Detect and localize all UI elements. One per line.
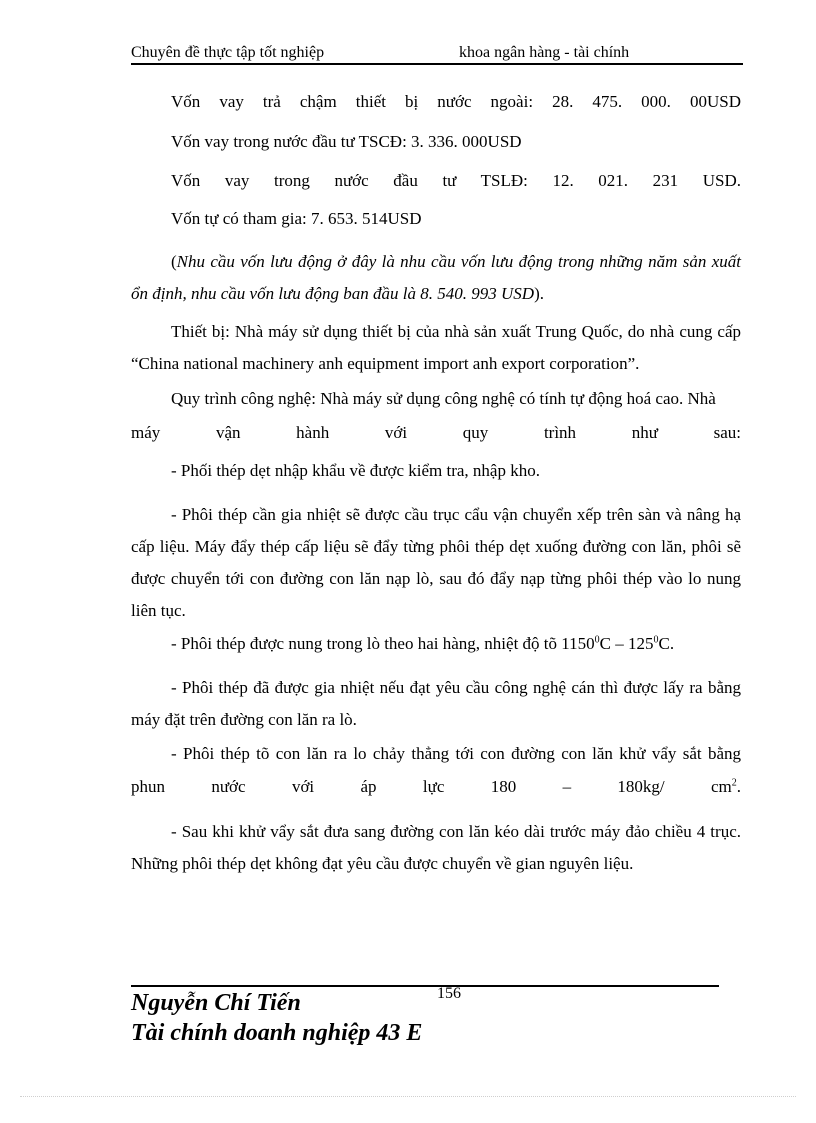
footer-rule: [131, 985, 719, 987]
header-rule: [131, 63, 743, 65]
note-open: (: [171, 252, 177, 271]
step-5-sup: 2: [731, 777, 737, 789]
capital-note: [131, 246, 741, 310]
note-text: Nhu cầu vốn lưu động ở đây là nhu cầu vốn lưu động trong những năm sản xuất ổn định, nhu cầu vốn lưu động ban đầu là 8. 540. 993 USD: [131, 252, 741, 303]
page-number: 156: [437, 985, 461, 1002]
equity-line: Vốn tự có tham gia: 7. 653. 514USD: [171, 209, 422, 228]
page-break-divider: [20, 1096, 796, 1097]
step-5-end: .: [736, 777, 741, 796]
step-3: [131, 633, 741, 655]
step-3-mid: C – 125: [599, 634, 654, 653]
step-3-end: C.: [658, 634, 675, 653]
step-5-line-1: - Phôi thép tõ con lăn ra lo chảy thẳng tới con đường con lăn khử vẩy sắt bằng: [171, 744, 741, 763]
note-close: ).: [534, 284, 545, 303]
process-line-1: Quy trình công nghệ: Nhà máy sử dụng công nghệ có tính tự động hoá cao. Nhà: [171, 389, 716, 408]
step-4: - Phôi thép đã được gia nhiệt nếu đạt yêu cầu công nghệ cán thì được lấy ra bằng máy đặt trên đường con lăn ra lò.: [131, 678, 741, 729]
step-3-sup-1: 0: [594, 634, 600, 646]
header-right: khoa ngân hàng - tài chính: [459, 44, 630, 61]
step-3-text: - Phôi thép được nung trong lò theo hai hàng, nhiệt độ tõ 1150: [171, 634, 595, 653]
step-2: - Phôi thép cần gia nhiệt sẽ được cầu trục cẩu vận chuyển xếp trên sàn và nâng hạ cấp liệu. Máy đẩy thép cấp liệu sẽ đẩy từng phôi thép dẹt xuống đường con lăn, phôi sẽ được chuyển tới con đường con lăn nạp lò, sau đó đẩy nạp từng phôi thép vào lo nung liên tục.: [131, 505, 741, 620]
footer-class: Tài chính doanh nghiệp 43 E: [131, 1020, 423, 1046]
loan-domestic-working-line: Vốn vay trong nước đầu tư TSLĐ: 12. 021. 231 USD.: [171, 171, 741, 190]
step-1: - Phối thép dẹt nhập khẩu về được kiểm tra, nhập kho.: [171, 461, 540, 480]
step-3-sup-2: 0: [653, 634, 659, 646]
loan-domestic-fixed-line: Vốn vay trong nước đầu tư TSCĐ: 3. 336. 000USD: [171, 132, 522, 151]
loan-foreign-line: Vốn vay trả chậm thiết bị nước ngoài: 28. 475. 000. 00USD: [171, 92, 741, 111]
equipment-paragraph: Thiết bị: Nhà máy sử dụng thiết bị của nhà sản xuất Trung Quốc, do nhà cung cấp “China national machinery anh equipment import anh export corporation”.: [131, 322, 741, 373]
step-5-line-2: [131, 776, 741, 798]
header-left: Chuyên đề thực tập tốt nghiệp: [131, 44, 325, 61]
footer-author: Nguyễn Chí Tiến: [131, 990, 301, 1016]
step-6: - Sau khi khử vẩy sắt đưa sang đường con lăn kéo dài trước máy đảo chiều 4 trục. Những phôi thép dẹt không đạt yêu cầu được chuyển về gian nguyên liệu.: [131, 822, 741, 873]
process-line-2: máy vận hành với quy trình như sau:: [131, 423, 741, 442]
step-5-text: phun nước với áp lực 180 – 180kg/ cm: [131, 777, 732, 796]
